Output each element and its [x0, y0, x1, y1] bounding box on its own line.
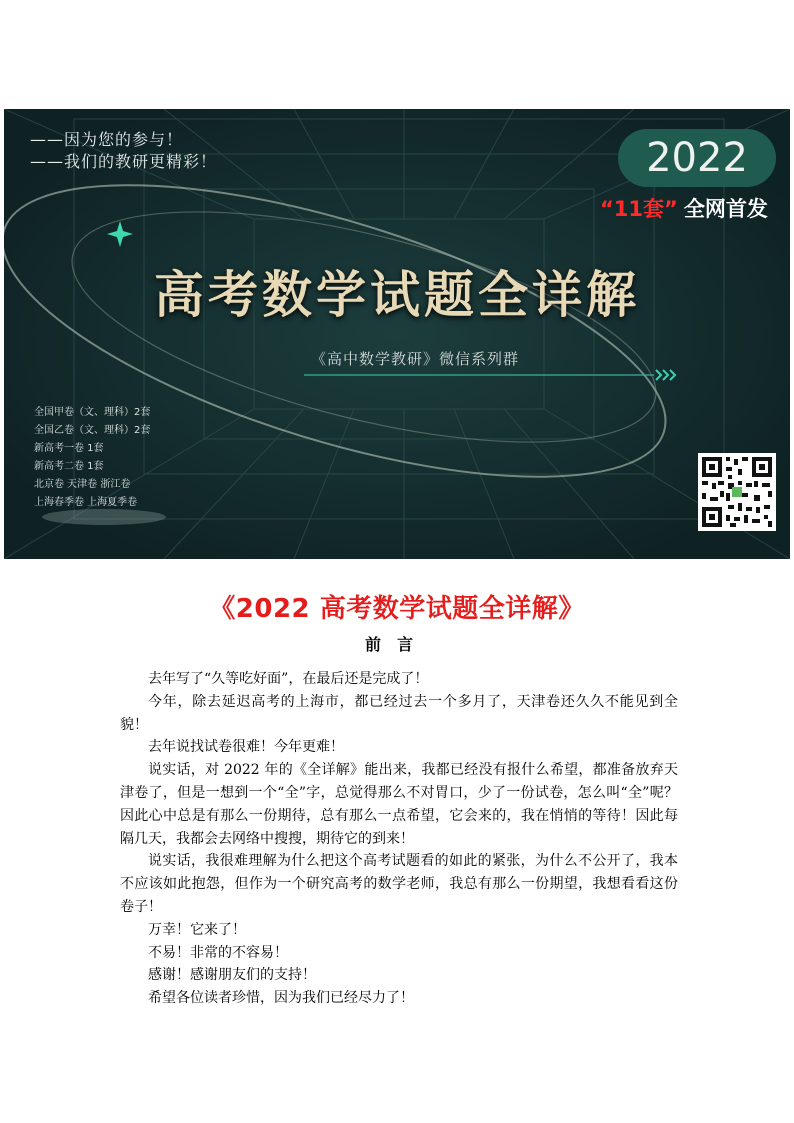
- preface-paragraph: 万幸！它来了！: [148, 921, 246, 938]
- volume-item: 上海春季卷 上海夏季卷: [34, 497, 138, 508]
- preface-heading: 前言: [364, 635, 429, 654]
- banner-title: 高考数学试题全详解: [154, 266, 640, 324]
- preface-paragraph: 今年，除去延迟高考的上海市，都已经过去一个多月了，天津卷还久久不能见到全貌！: [120, 693, 678, 733]
- preface-paragraph: 说实话，对 2022 年的《全详解》能出来，我都已经没有报什么希望，都准备放弃天津卷了，但是一想到一个“全”字，总觉得那么不对胃口，少了一份试卷，怎么叫“全”呢？因此心中总是有那么一份期待，总有那么一点希望，它会来的，我在悄悄的等待！因此每隔几天，我都会去网络中搜搜，期待它的到来！: [120, 762, 678, 847]
- volume-item: 北京卷 天津卷 浙江卷: [34, 479, 131, 490]
- qr-code: [698, 453, 776, 531]
- preface-paragraph: 去年说找试卷很难！今年更难！: [148, 739, 344, 756]
- preface-paragraph: 去年写了“久等吃好面”，在最后还是完成了！: [148, 671, 429, 687]
- preface-paragraph: 感谢！感谢朋友们的支持！: [148, 967, 316, 984]
- volume-list: [34, 404, 150, 512]
- promo-banner: [4, 109, 790, 559]
- preface-paragraph: 希望各位读者珍惜，因为我们已经尽力了！: [148, 990, 414, 1007]
- volume-item: 全国甲卷（文、理科）2套: [34, 407, 151, 418]
- document-title: 《2022 高考数学试题全详解》: [209, 594, 585, 624]
- preface-paragraph: 不易！非常的不容易！: [148, 944, 288, 961]
- volume-item: 全国乙卷（文、理科）2套: [34, 425, 151, 436]
- sets-announcement: [600, 193, 768, 223]
- year-badge: 2022: [618, 129, 776, 187]
- preface-body: [120, 668, 678, 1010]
- tagline-line-1: ——因为您的参与！: [30, 130, 184, 149]
- volume-item: 新高考二卷 1套: [34, 461, 104, 472]
- sets-label: 全网首发: [683, 197, 768, 221]
- tagline-line-2: ——我们的教研更精彩！: [30, 152, 218, 171]
- banner-subtitle: 《高中数学教研》微信系列群: [311, 350, 520, 368]
- sets-count: “11套”: [600, 197, 678, 221]
- volume-item: 新高考一卷 1套: [34, 443, 104, 454]
- preface-paragraph: 说实话，我很难理解为什么把这个高考试题看的如此的紧张，为什么不公开了，我本不应该如此抱怨，但作为一个研究高考的数学老师，我总有那么一份期望，我想看看这份卷子！: [120, 853, 678, 915]
